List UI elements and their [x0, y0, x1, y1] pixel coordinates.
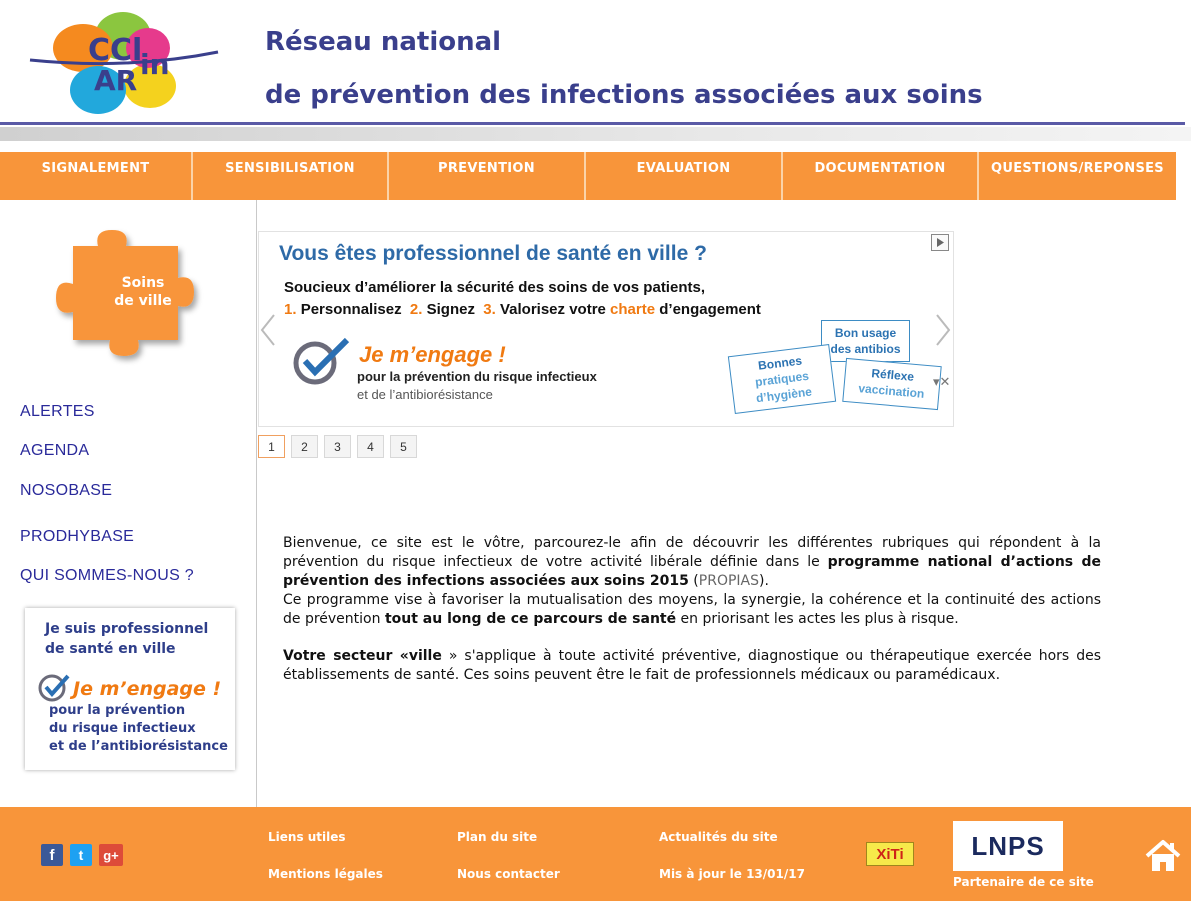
step2-number: 2.	[409, 301, 423, 318]
carousel-next-arrow-icon[interactable]	[934, 313, 952, 347]
banner-line1: pour la prévention du risque infectieux	[357, 369, 597, 384]
welcome-paragraph-1	[283, 534, 1101, 591]
site-header	[0, 0, 1191, 150]
soins-de-ville-puzzle[interactable]	[28, 228, 208, 368]
play-icon	[932, 235, 948, 250]
footer-mentions-legales[interactable]: Mentions légales	[268, 867, 383, 881]
nav-evaluation[interactable]: EVALUATION	[586, 152, 783, 200]
main-nav	[0, 152, 1176, 200]
step3-number: 3.	[483, 301, 496, 318]
sidebar-link-prodhybase[interactable]: PRODHYBASE	[20, 528, 135, 545]
tag-reflexe-vaccination	[842, 358, 941, 410]
lnps-partner-logo[interactable]	[953, 821, 1063, 871]
tag-bonnes-pratiques	[728, 344, 836, 414]
card-line4: du risque infectieux	[49, 721, 196, 736]
footer-actualites[interactable]: Actualités du site	[659, 830, 778, 844]
step1-number: 1.	[284, 301, 297, 318]
nav-sensibilisation[interactable]: SENSIBILISATION	[193, 152, 389, 200]
card-line5: et de l’antibiorésistance	[49, 739, 228, 754]
p1-programme-bold: programme national d’actions de prévention des infections associées aux soins 2015	[283, 554, 1101, 589]
puzzle-label	[98, 274, 188, 310]
sidebar-link-qui-sommes-nous[interactable]: QUI SOMMES-NOUS ?	[20, 567, 195, 584]
tag2-line2: pratiques	[754, 368, 810, 390]
sidebar-link-agenda[interactable]: AGENDA	[20, 442, 90, 459]
card-line1: Je suis professionnel	[45, 621, 209, 637]
nav-prevention[interactable]: PREVENTION	[389, 152, 586, 200]
p1-text: Bienvenue, ce site est le vôtre, parcourez-le afin de découvrir les différentes rubriques qui répondent à la prévention du risque infectieux de votre activité libérale définie dans le	[283, 535, 1101, 570]
tag1-line2: des antibios	[830, 342, 901, 356]
card-description	[49, 702, 228, 756]
google-plus-icon[interactable]: g+	[99, 844, 123, 866]
sidebar-link-alertes[interactable]: ALERTES	[20, 403, 95, 420]
p2-text-end: en priorisant les actes les plus à risque.	[676, 611, 959, 627]
tag2-line3: d’hygiène	[755, 384, 813, 406]
check-circle-icon	[37, 672, 71, 702]
xiti-badge[interactable]: XiTi	[866, 842, 914, 866]
nav-documentation[interactable]: DOCUMENTATION	[783, 152, 979, 200]
check-circle-icon	[291, 336, 353, 386]
pager-button-1[interactable]: 1	[258, 435, 285, 458]
puzzle-label-line1: Soins	[121, 275, 165, 291]
svg-text:in: in	[140, 48, 170, 81]
banner-steps	[284, 301, 761, 318]
p2-parcours-bold: tout au long de ce parcours de santé	[384, 611, 677, 627]
header-shadow-band	[0, 127, 1191, 141]
paragraph-gap	[283, 629, 1101, 647]
footer-plan-du-site[interactable]: Plan du site	[457, 830, 538, 844]
card-line3: pour la prévention	[49, 703, 186, 718]
pager-button-5[interactable]: 5	[390, 435, 417, 458]
carousel-pager	[258, 435, 417, 458]
card-line2: de santé en ville	[45, 641, 176, 657]
footer-partenaire[interactable]: Partenaire de ce site	[953, 875, 1094, 889]
step3-text: Valorisez votre	[499, 301, 606, 318]
sidebar-link-nosobase[interactable]: NOSOBASE	[20, 482, 113, 499]
footer-liens-utiles[interactable]: Liens utiles	[268, 830, 346, 844]
tag-bon-usage-antibios	[821, 320, 910, 362]
step3-text-end: d’engagement	[659, 301, 761, 318]
banner-subtitle: Soucieux d’améliorer la sécurité des soins de vos patients,	[284, 279, 705, 296]
card-engage-title: Je m’engage !	[73, 678, 222, 700]
card-heading	[45, 619, 208, 659]
carousel-play-button[interactable]	[931, 234, 949, 251]
pager-button-2[interactable]: 2	[291, 435, 318, 458]
tag3-line1: Réflexe	[870, 366, 915, 384]
footer-nous-contacter[interactable]: Nous contacter	[457, 867, 560, 881]
puzzle-label-line2: de ville	[114, 293, 172, 309]
step2-text: Signez	[426, 301, 475, 318]
banner-line2: et de l’antibiorésistance	[357, 387, 493, 402]
lnps-logo-text: LNPS	[971, 830, 1045, 861]
tag2-line1: Bonnes	[757, 353, 803, 373]
tag3-line2: vaccination	[857, 381, 925, 401]
carousel-close-icon[interactable]: ▾✕	[933, 375, 951, 390]
svg-text:CCl: CCl	[88, 33, 143, 68]
banner-title: Vous êtes professionnel de santé en ville ?	[279, 242, 707, 265]
sidebar-divider	[256, 200, 257, 807]
cclin-arlin-logo[interactable]	[28, 8, 228, 118]
home-icon[interactable]	[1143, 838, 1183, 874]
site-title-line1: Réseau national	[265, 27, 502, 57]
tag1-line1: Bon usage	[834, 326, 897, 340]
site-title-line2: de prévention des infections associées aux soins	[265, 80, 983, 110]
p3-secteur-bold: Votre secteur «ville	[283, 648, 442, 664]
propias-link[interactable]: PROPIAS	[698, 573, 760, 589]
welcome-text	[283, 534, 1101, 685]
facebook-icon[interactable]: f	[41, 844, 63, 866]
je-m-engage-card[interactable]	[25, 608, 235, 770]
p2-text: Ce programme vise à favoriser la mutualisation des moyens, la synergie, la cohérence et la continuité des actions de prévention	[283, 592, 1101, 627]
header-divider	[0, 122, 1185, 125]
p3-text: » s'applique à toute activité préventive, diagnostique ou thérapeutique exercée hors des établissements de santé. Ces soins peuvent être le fait de professionnels médicaux ou paramédicaux.	[283, 648, 1101, 683]
step1-text: Personnalisez	[300, 301, 402, 318]
footer-last-updated: Mis à jour le 13/01/17	[659, 867, 805, 881]
carousel-banner[interactable]	[258, 231, 954, 427]
pager-button-3[interactable]: 3	[324, 435, 351, 458]
welcome-paragraph-2	[283, 591, 1101, 629]
svg-text:AR: AR	[94, 64, 138, 97]
p1-paren-close: ).	[759, 573, 769, 589]
nav-signalement[interactable]: SIGNALEMENT	[0, 152, 193, 200]
banner-engage-title: Je m’engage !	[359, 342, 506, 367]
carousel-prev-arrow-icon[interactable]	[259, 313, 277, 347]
step3-highlight: charte	[610, 301, 656, 318]
p1-paren-open: (	[688, 573, 699, 589]
welcome-paragraph-3	[283, 647, 1101, 685]
nav-questions-reponses[interactable]: QUESTIONS/REPONSES	[991, 161, 1164, 176]
pager-button-4[interactable]: 4	[357, 435, 384, 458]
twitter-icon[interactable]: t	[70, 844, 92, 866]
